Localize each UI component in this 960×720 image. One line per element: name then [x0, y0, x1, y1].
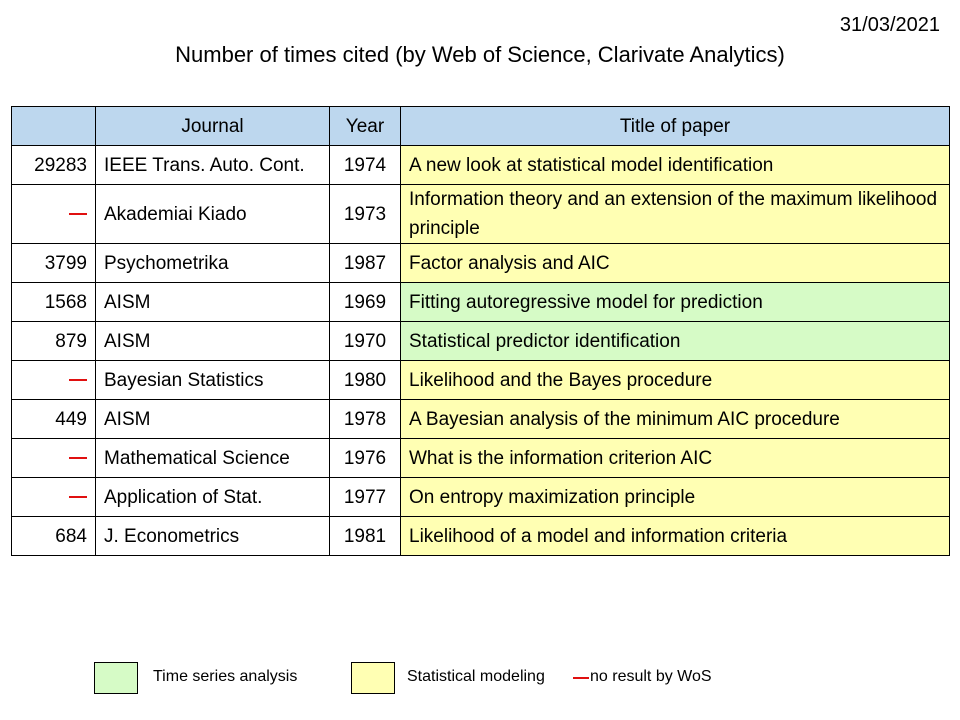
citation-count: 29283: [12, 146, 96, 185]
paper-title-cell: What is the information criterion AIC: [401, 439, 950, 478]
citation-count: [12, 185, 96, 244]
citation-count: 879: [12, 322, 96, 361]
header-count: [12, 107, 96, 146]
journal-cell: Akademiai Kiado: [96, 185, 330, 244]
journal-cell: IEEE Trans. Auto. Cont.: [96, 146, 330, 185]
citation-table: [11, 106, 950, 556]
journal-cell: Application of Stat.: [96, 478, 330, 517]
year-cell: 1970: [330, 322, 401, 361]
year-cell: 1969: [330, 283, 401, 322]
citation-count: 449: [12, 400, 96, 439]
header-title: Title of paper: [401, 107, 950, 146]
citation-count: [12, 361, 96, 400]
table-row: [12, 478, 950, 517]
paper-title-cell: Likelihood and the Bayes procedure: [401, 361, 950, 400]
journal-cell: Mathematical Science: [96, 439, 330, 478]
no-result-dash-icon: [69, 457, 87, 459]
year-cell: 1977: [330, 478, 401, 517]
year-cell: 1980: [330, 361, 401, 400]
statistical-modeling-swatch: [351, 662, 395, 694]
legend-statistical-modeling-label: Statistical modeling: [407, 668, 545, 685]
year-cell: 1978: [330, 400, 401, 439]
paper-title-cell: On entropy maximization principle: [401, 478, 950, 517]
journal-cell: Psychometrika: [96, 244, 330, 283]
table-row: [12, 185, 950, 244]
year-cell: 1987: [330, 244, 401, 283]
page-title: Number of times cited (by Web of Science, Clarivate Analytics): [175, 42, 785, 67]
table-row: [12, 400, 950, 439]
paper-title-cell: Factor analysis and AIC: [401, 244, 950, 283]
journal-cell: AISM: [96, 283, 330, 322]
legend-no-result-label: no result by WoS: [590, 668, 712, 685]
paper-title-cell: Likelihood of a model and information criteria: [401, 517, 950, 556]
table-header-row: [12, 107, 950, 146]
table-row: [12, 283, 950, 322]
no-result-dash-icon: [573, 677, 589, 679]
paper-title-cell: Fitting autoregressive model for prediction: [401, 283, 950, 322]
legend: [0, 662, 960, 694]
no-result-dash-icon: [69, 496, 87, 498]
citation-count: [12, 478, 96, 517]
paper-title-cell: A Bayesian analysis of the minimum AIC procedure: [401, 400, 950, 439]
year-cell: 1974: [330, 146, 401, 185]
citation-count: 684: [12, 517, 96, 556]
year-cell: 1981: [330, 517, 401, 556]
table-row: [12, 244, 950, 283]
journal-cell: AISM: [96, 400, 330, 439]
journal-cell: Bayesian Statistics: [96, 361, 330, 400]
legend-time-series-label: Time series analysis: [153, 668, 298, 685]
no-result-dash-icon: [69, 213, 87, 215]
time-series-swatch: [94, 662, 138, 694]
table-row: [12, 361, 950, 400]
table-row: [12, 439, 950, 478]
paper-title-cell: Statistical predictor identification: [401, 322, 950, 361]
date-label: 31/03/2021: [839, 14, 940, 36]
citation-count: 3799: [12, 244, 96, 283]
table-body: [12, 146, 950, 556]
year-cell: 1976: [330, 439, 401, 478]
journal-cell: J. Econometrics: [96, 517, 330, 556]
citation-count: [12, 439, 96, 478]
year-cell: 1973: [330, 185, 401, 244]
header-year: Year: [330, 107, 401, 146]
table-row: [12, 146, 950, 185]
paper-title-cell: A new look at statistical model identification: [401, 146, 950, 185]
no-result-dash-icon: [69, 379, 87, 381]
header-journal: Journal: [96, 107, 330, 146]
table-row: [12, 517, 950, 556]
journal-cell: AISM: [96, 322, 330, 361]
table-row: [12, 322, 950, 361]
citation-count: 1568: [12, 283, 96, 322]
paper-title-cell: Information theory and an extension of the maximum likelihood principle: [401, 185, 950, 244]
